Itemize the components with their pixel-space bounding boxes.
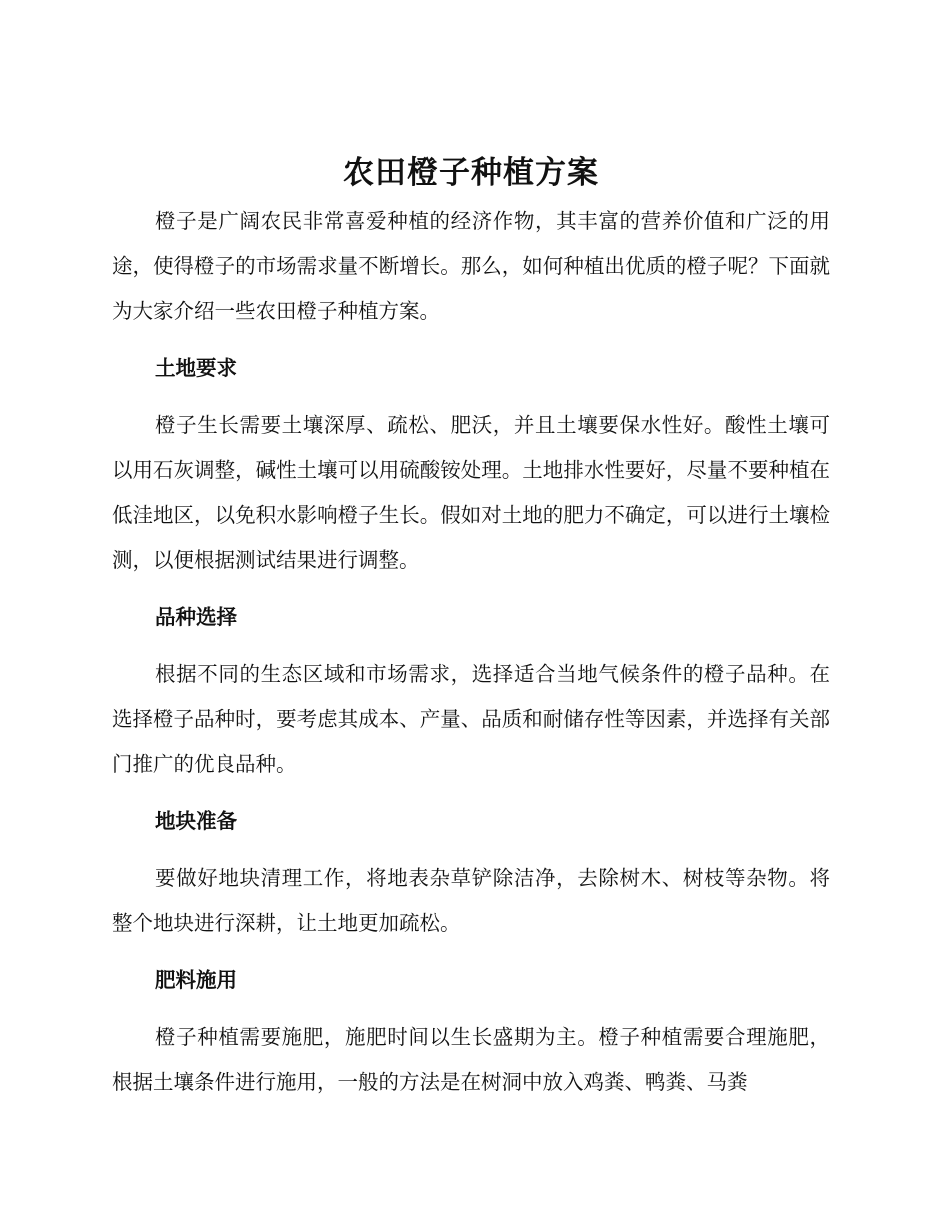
spacer bbox=[112, 640, 830, 652]
spacer bbox=[112, 844, 830, 856]
section-body-fertilizer: 橙子种植需要施肥，施肥时间以生长盛期为主。橙子种植需要合理施肥，根据土壤条件进行施用，一般的方法是在树洞中放入鸡粪、鸭粪、马粪 bbox=[112, 1025, 830, 1094]
section-heading-fertilizer: 肥料施用 bbox=[155, 968, 237, 992]
section-body-soil: 橙子生长需要土壤深厚、疏松、肥沃，并且土壤要保水性好。酸性土壤可以用石灰调整，碱性土壤可以用硫酸铵处理。土地排水性要好，尽量不要种植在低洼地区，以免积水影响橙子生长。假如对土地的肥力不确定，可以进行土壤检测，以便根据测试结果进行调整。 bbox=[112, 413, 830, 572]
intro-paragraph: 橙子是广阔农民非常喜爱种植的经济作物，其丰富的营养价值和广泛的用途，使得橙子的市场需求量不断增长。那么，如何种植出优质的橙子呢？下面就为大家介绍一些农田橙子种植方案。 bbox=[112, 209, 830, 323]
section-heading-plot: 地块准备 bbox=[155, 809, 237, 833]
spacer bbox=[112, 583, 830, 595]
document-title: 农田橙子种植方案 bbox=[343, 155, 599, 191]
document-content bbox=[112, 152, 830, 1105]
spacer bbox=[112, 787, 830, 799]
spacer bbox=[112, 1003, 830, 1015]
section-heading-soil: 土地要求 bbox=[155, 356, 237, 380]
spacer bbox=[112, 391, 830, 403]
spacer bbox=[112, 334, 830, 346]
section-body-plot: 要做好地块清理工作，将地表杂草铲除洁净，去除树木、树枝等杂物。将整个地块进行深耕，让土地更加疏松。 bbox=[112, 866, 830, 935]
section-body-variety: 根据不同的生态区域和市场需求，选择适合当地气候条件的橙子品种。在选择橙子品种时，要考虑其成本、产量、品质和耐储存性等因素，并选择有关部门推广的优良品种。 bbox=[112, 662, 830, 776]
spacer bbox=[112, 946, 830, 958]
section-heading-variety: 品种选择 bbox=[155, 605, 237, 629]
